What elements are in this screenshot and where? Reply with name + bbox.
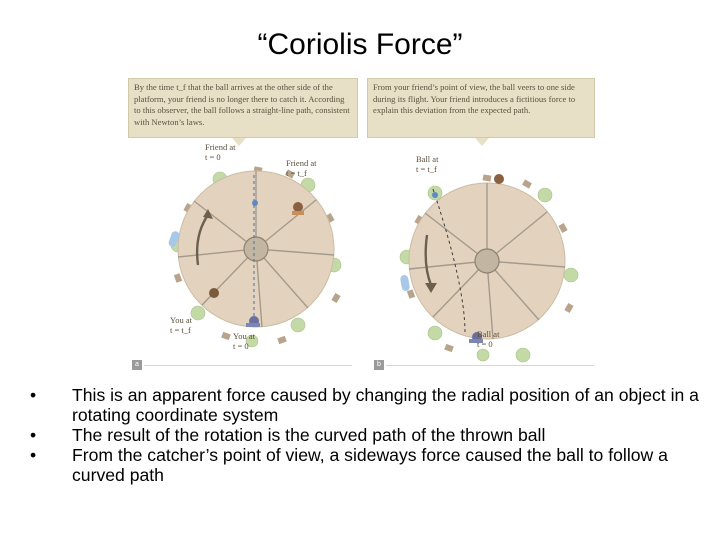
friend-figure-b bbox=[494, 174, 504, 184]
label-friend-t0-a: Friend at t = 0 bbox=[205, 142, 236, 162]
caption-panel-b: From your friend’s point of view, the ball veers to one side during its flight. Your friend introduces a fictitious force to explain this deviation from the expected path. bbox=[367, 78, 595, 138]
panel-divider-a bbox=[144, 365, 352, 366]
label-you-tf-a: You at t = t_f bbox=[170, 315, 193, 335]
caption-pointer-b bbox=[475, 138, 489, 146]
label-you-t0-a: You at t = 0 bbox=[233, 331, 256, 351]
label-ball-t0-b: Ball at t = 0 bbox=[477, 329, 500, 349]
panel-tag-b: b bbox=[374, 360, 384, 370]
label-friend-tf-a: Friend at t = t_f bbox=[286, 158, 317, 178]
panel-tag-a: a bbox=[132, 360, 142, 370]
slide-title: “Coriolis Force” bbox=[257, 28, 463, 61]
bullet-list bbox=[30, 385, 700, 485]
label-ball-tf-b: Ball at t = t_f bbox=[416, 154, 439, 174]
bullet-item: • The result of the rotation is the curved path of the thrown ball bbox=[30, 425, 546, 445]
you-figure-tf-a bbox=[209, 288, 219, 298]
panel-divider-b bbox=[386, 365, 594, 366]
bullet-item: • This is an apparent force caused by changing the radial position of an object in a rotating coordinate system bbox=[30, 385, 699, 425]
bullet-item: • From the catcher’s point of view, a sideways force caused the ball to follow a curved path bbox=[30, 445, 668, 485]
coriolis-figure bbox=[120, 75, 598, 373]
caption-panel-a: By the time t_f that the ball arrives at the other side of the platform, your friend is no longer there to catch it. According to this observer, the ball follows a straight-line path, consistent with Newton’s laws. bbox=[128, 78, 358, 138]
